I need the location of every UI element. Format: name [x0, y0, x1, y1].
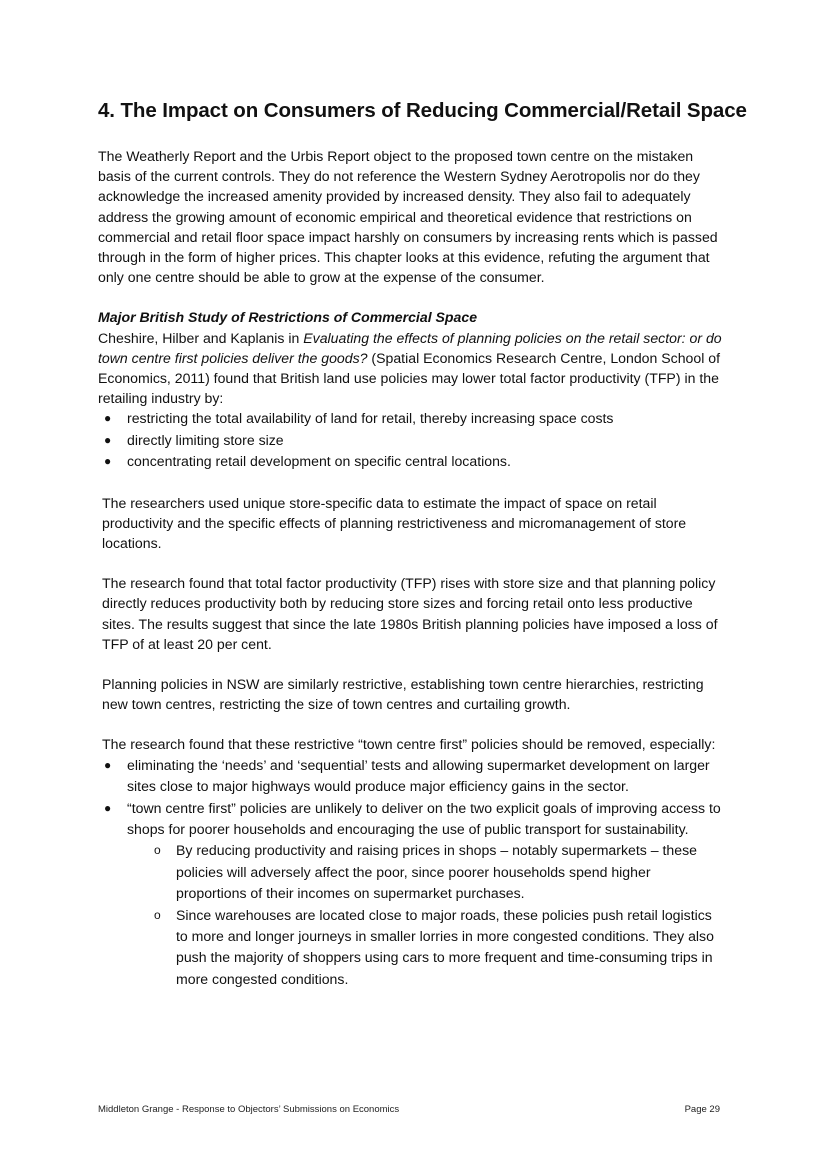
list-item — [98, 798, 722, 991]
intro-paragraph: The Weatherly Report and the Urbis Report object to the proposed town centre on the mistaken basis of the current controls. They do not reference the Western Sydney Aerotropolis nor do they acknowledge the increased amenity provided by increased density. They also fail to adequately address the growing amount of economic empirical and theoretical evidence that restrictions on commercial and retail floor space impact harshly on consumers by increasing rents which is passed through in the form of higher prices. This chapter looks at this evidence, refuting the argument that only one centre should be able to grow at the expense of the consumer. — [98, 148, 718, 286]
circle-bullet-icon: o — [154, 843, 161, 858]
study-citation-rest: (Spatial Economics Research Centre, London School of Economics, 2011) found that British land use policies may lower total factor productivity (TFP) in the retailing industry by: — [98, 349, 721, 407]
removal-paragraph: The research found that these restrictive “town centre first” policies should be removed, especially: — [102, 736, 716, 753]
list-item-text: concentrating retail development on specific central locations. — [127, 453, 511, 470]
removal-bullet-list — [98, 755, 722, 990]
data-paragraph: The researchers used unique store-specific data to estimate the impact of space on retail productivity and the specific effects of planning restrictiveness and micromanagement of store locations. — [102, 494, 687, 552]
sub-list-item-text: Since warehouses are located close to major roads, these policies push retail logistics to more and longer journeys in smaller lorries in more congested conditions. They also push the majority of shoppers using cars to more frequent and time-consuming trips in more congested conditions. — [176, 906, 714, 987]
sub-bullet-list — [98, 840, 722, 990]
list-item — [98, 451, 722, 472]
list-item-text: “town centre first” policies are unlikely to deliver on the two explicit goals of improving access to shops for poorer households and encouraging the use of public transport for sustainability. — [127, 799, 721, 837]
list-item — [98, 408, 722, 429]
tfp-bullet-list — [98, 408, 722, 472]
bullet-icon: ● — [104, 411, 112, 426]
bullet-icon: ● — [104, 757, 112, 772]
list-item-text: eliminating the ‘needs’ and ‘sequential’ tests and allowing supermarket development on larger sites close to major highways would produce major efficiency gains in the sector. — [127, 756, 710, 795]
sub-list-item-text: By reducing productivity and raising prices in shops – notably supermarkets – these policies will adversely affect the poor, since poorer households spend higher proportions of their incomes on supermarket purchases. — [176, 842, 697, 902]
study-authors: Cheshire, Hilber and Kaplanis in — [98, 329, 304, 346]
bullet-icon: ● — [104, 432, 112, 447]
study-paper-title: Evaluating the effects of planning policies on the retail sector: or do town centre first policies deliver the goods? — [98, 329, 722, 366]
study-title: Major British Study of Restrictions of Commercial Space — [98, 309, 478, 326]
footer-page-number: Page 29 — [684, 1104, 720, 1115]
sub-list-item — [98, 905, 722, 991]
circle-bullet-icon: o — [154, 907, 161, 922]
nsw-paragraph: Planning policies in NSW are similarly restrictive, establishing town centre hierarchies, restricting new town centres, restricting the size of town centres and curtailing growth. — [102, 676, 704, 713]
footer-document-title: Middleton Grange - Response to Objectors’ Submissions on Economics — [98, 1104, 400, 1115]
list-item — [98, 755, 722, 798]
list-item — [98, 430, 722, 451]
list-item-text: directly limiting store size — [127, 431, 284, 448]
bullet-icon: ● — [104, 454, 112, 469]
study-citation-paragraph — [98, 328, 722, 409]
findings-paragraph: The research found that total factor productivity (TFP) rises with store size and that planning policy directly reduces productivity both by reducing store sizes and forcing retail onto less productive sites. The results suggest that since the late 1980s British planning policies have imposed a loss of TFP of at least 20 per cent. — [102, 575, 718, 652]
sub-list-item — [98, 840, 722, 904]
list-item-text: restricting the total availability of land for retail, thereby increasing space costs — [127, 410, 614, 427]
chapter-heading: 4. The Impact on Consumers of Reducing Commercial/Retail Space — [98, 99, 747, 122]
bullet-icon: ● — [104, 800, 112, 815]
page-content — [98, 98, 747, 990]
